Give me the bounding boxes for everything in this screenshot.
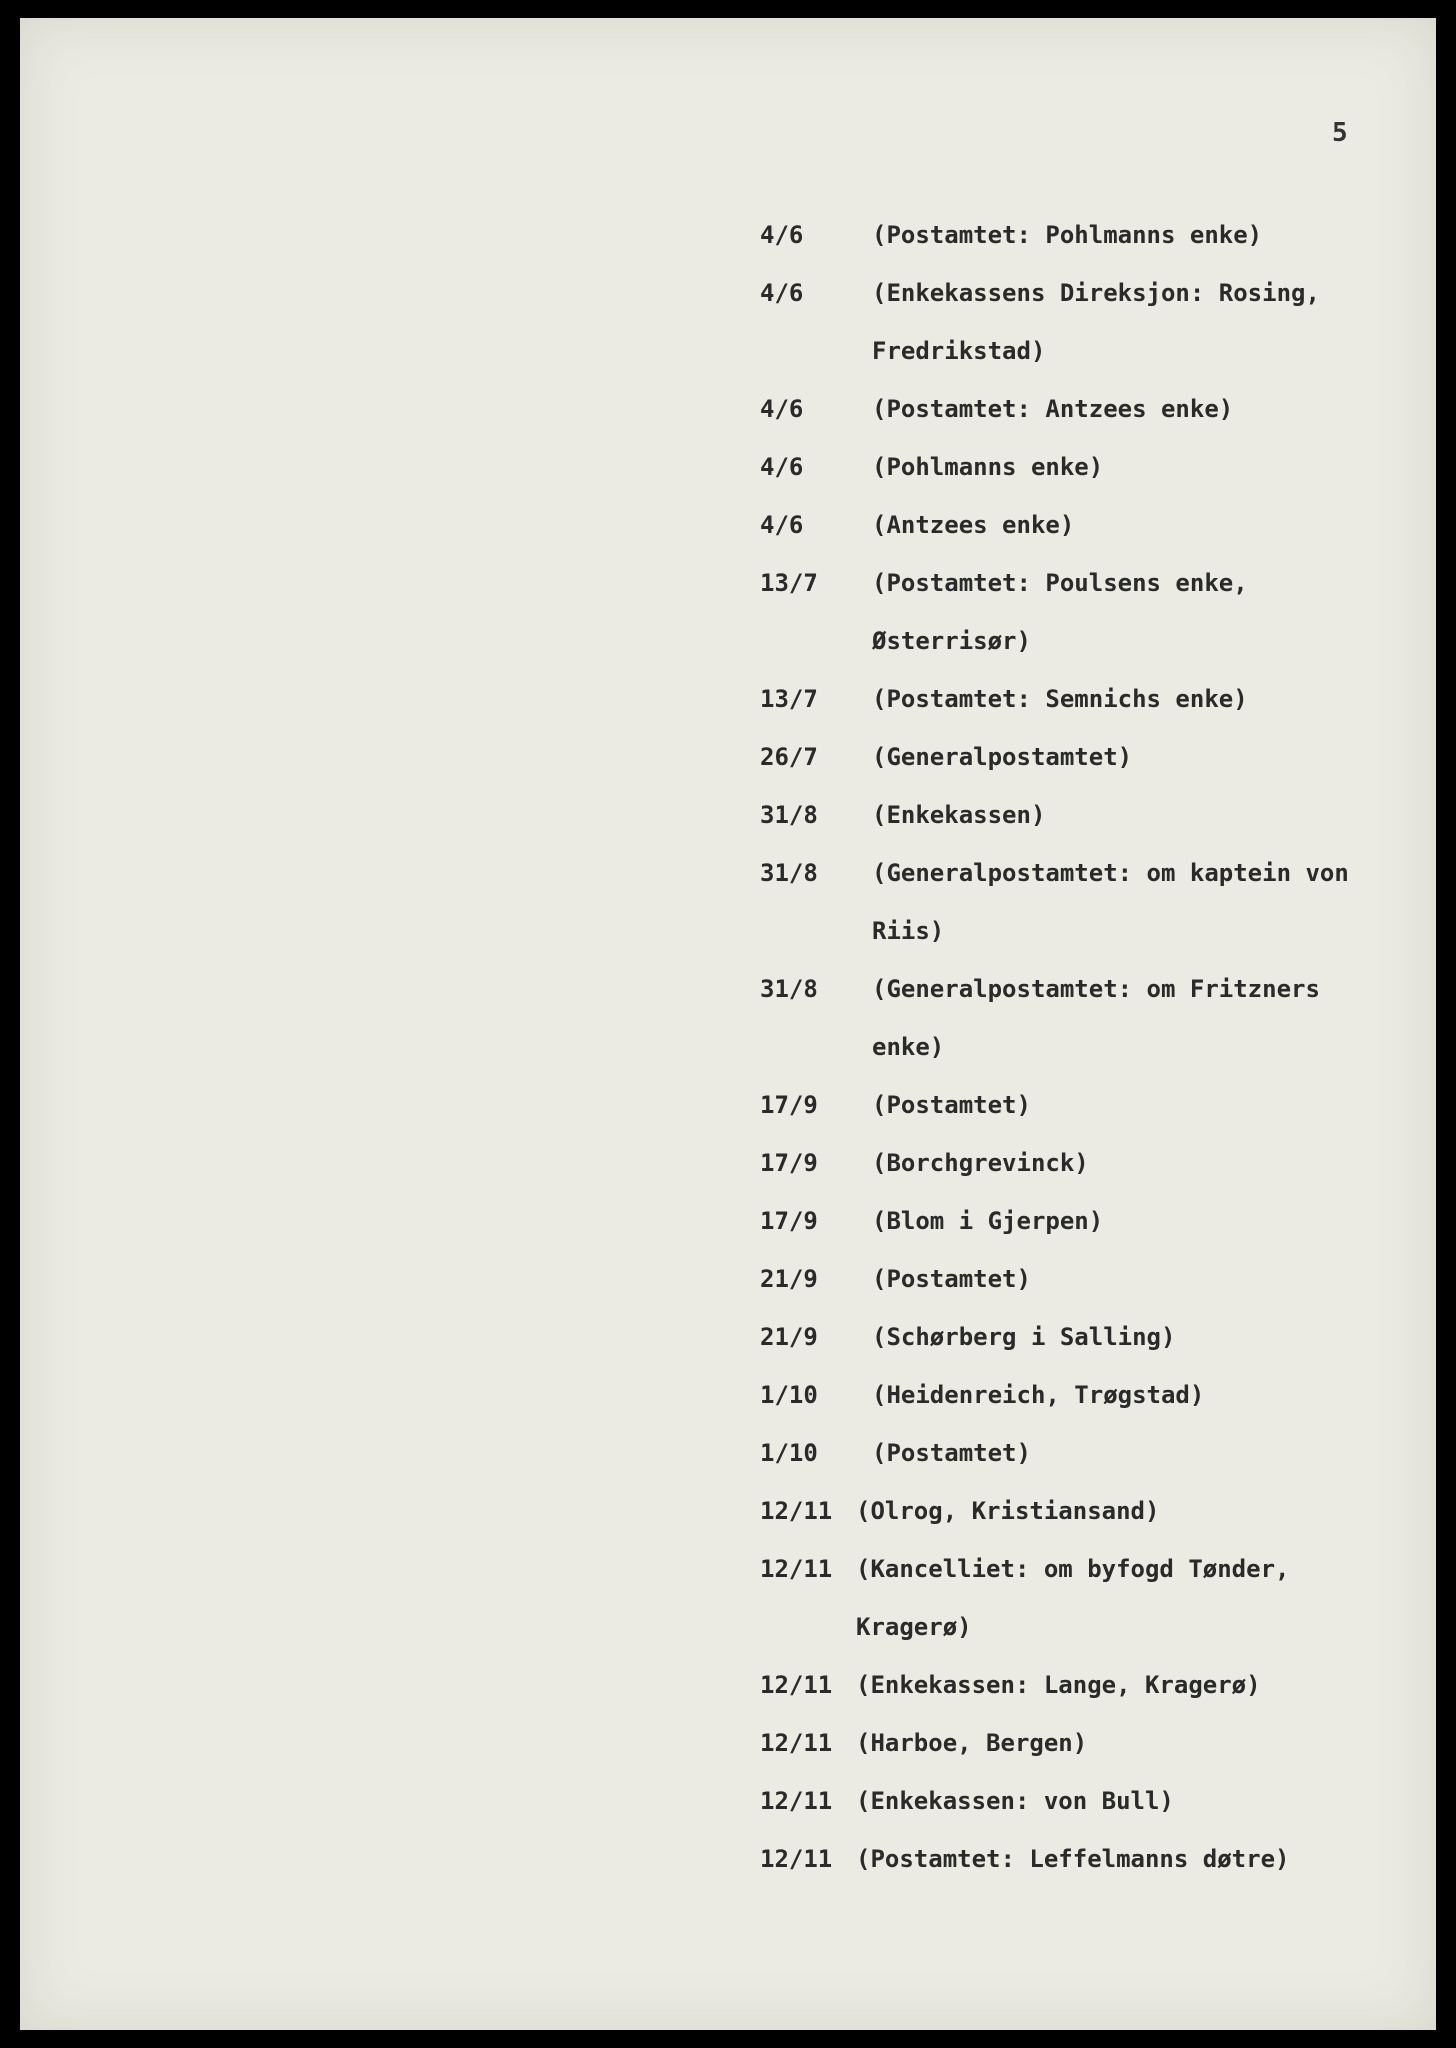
entry-text	[872, 1192, 1392, 1250]
list-item	[760, 1076, 1420, 1134]
entry-text	[872, 438, 1392, 496]
entry-date: 21/9	[760, 1323, 818, 1351]
list-item	[760, 1714, 1420, 1772]
entry-line: Kragerø)	[856, 1613, 972, 1641]
entry-date: 31/8	[760, 801, 818, 829]
list-item	[760, 786, 1420, 844]
entry-date: 12/11	[760, 1729, 833, 1757]
entry-text	[872, 1424, 1392, 1482]
entry-date: 17/9	[760, 1091, 818, 1119]
list-item	[760, 438, 1420, 496]
entry-text	[872, 786, 1392, 844]
entry-date: 26/7	[760, 743, 818, 771]
entry-line: (Heidenreich, Trøgstad)	[872, 1381, 1205, 1409]
entry-line: (Kancelliet: om byfogd Tønder,	[856, 1555, 1290, 1583]
entry-date: 17/9	[760, 1149, 818, 1177]
list-item	[760, 1424, 1420, 1482]
entry-text	[872, 1250, 1392, 1308]
entry-text	[872, 844, 1392, 960]
entry-date: 31/8	[760, 859, 818, 887]
entry-line: (Postamtet: Semnichs enke)	[872, 685, 1248, 713]
list-item	[760, 380, 1420, 438]
entry-text	[856, 1830, 1376, 1888]
entry-line: (Borchgrevinck)	[872, 1149, 1089, 1177]
page-number: 5	[1332, 118, 1348, 148]
entry-date: 4/6	[760, 395, 804, 423]
entry-text	[872, 1076, 1392, 1134]
entry-line: (Postamtet: Antzees enke)	[872, 395, 1234, 423]
entry-line: (Enkekassen)	[872, 801, 1046, 829]
list-item	[760, 1830, 1420, 1888]
list-item	[760, 1366, 1420, 1424]
entry-line: Riis)	[872, 917, 945, 945]
entry-date: 4/6	[760, 511, 804, 539]
list-item	[760, 1192, 1420, 1250]
entry-line: (Enkekassens Direksjon: Rosing,	[872, 279, 1320, 307]
entry-date: 12/11	[760, 1555, 833, 1583]
list-item	[760, 1308, 1420, 1366]
entry-line: (Pohlmanns enke)	[872, 453, 1104, 481]
entry-line: (Postamtet: Leffelmanns døtre)	[856, 1845, 1290, 1873]
entry-text	[872, 1366, 1392, 1424]
entry-date: 4/6	[760, 279, 804, 307]
list-item	[760, 844, 1420, 960]
list-item	[760, 960, 1420, 1076]
entry-line: (Enkekassen: Lange, Kragerø)	[856, 1671, 1261, 1699]
list-item	[760, 496, 1420, 554]
entry-line: (Olrog, Kristiansand)	[856, 1497, 1160, 1525]
entry-line: (Postamtet)	[872, 1091, 1031, 1119]
entry-line: (Schørberg i Salling)	[872, 1323, 1176, 1351]
entry-line: (Postamtet)	[872, 1265, 1031, 1293]
entry-date: 13/7	[760, 569, 818, 597]
entry-line: (Harboe, Bergen)	[856, 1729, 1088, 1757]
entry-line: (Postamtet: Poulsens enke,	[872, 569, 1248, 597]
entry-text	[856, 1656, 1376, 1714]
list-item	[760, 1134, 1420, 1192]
list-item	[760, 264, 1420, 380]
list-item	[760, 206, 1420, 264]
entry-text	[872, 496, 1392, 554]
entry-date: 12/11	[760, 1671, 833, 1699]
entry-line: Østerrisør)	[872, 627, 1031, 655]
entry-date: 1/10	[760, 1439, 818, 1467]
entry-text	[856, 1482, 1376, 1540]
entry-list	[760, 206, 1420, 1888]
entry-date: 17/9	[760, 1207, 818, 1235]
entry-line: Fredrikstad)	[872, 337, 1046, 365]
entry-text	[856, 1714, 1376, 1772]
entry-date: 12/11	[760, 1787, 833, 1815]
entry-text	[872, 960, 1392, 1076]
list-item	[760, 554, 1420, 670]
entry-text	[872, 1134, 1392, 1192]
entry-line: (Generalpostamtet: om kaptein von	[872, 859, 1349, 887]
list-item	[760, 670, 1420, 728]
entry-line: (Enkekassen: von Bull)	[856, 1787, 1174, 1815]
entry-text	[872, 554, 1392, 670]
entry-line: (Generalpostamtet: om Fritzners	[872, 975, 1320, 1003]
entry-date: 13/7	[760, 685, 818, 713]
entry-date: 4/6	[760, 221, 804, 249]
entry-date: 12/11	[760, 1845, 833, 1873]
entry-date: 31/8	[760, 975, 818, 1003]
entry-text	[856, 1540, 1376, 1656]
entry-line: (Postamtet)	[872, 1439, 1031, 1467]
document-page	[20, 18, 1436, 2030]
entry-line: (Postamtet: Pohlmanns enke)	[872, 221, 1263, 249]
entry-text	[872, 728, 1392, 786]
entry-text	[872, 1308, 1392, 1366]
entry-date: 12/11	[760, 1497, 833, 1525]
list-item	[760, 1656, 1420, 1714]
list-item	[760, 1540, 1420, 1656]
list-item	[760, 1772, 1420, 1830]
entry-text	[872, 264, 1392, 380]
entry-text	[872, 380, 1392, 438]
entry-line: (Antzees enke)	[872, 511, 1075, 539]
entry-date: 21/9	[760, 1265, 818, 1293]
entry-text	[856, 1772, 1376, 1830]
entry-date: 1/10	[760, 1381, 818, 1409]
list-item	[760, 728, 1420, 786]
list-item	[760, 1482, 1420, 1540]
entry-text	[872, 206, 1392, 264]
entry-line: enke)	[872, 1033, 945, 1061]
entry-line: (Blom i Gjerpen)	[872, 1207, 1104, 1235]
entry-date: 4/6	[760, 453, 804, 481]
entry-text	[872, 670, 1392, 728]
entry-line: (Generalpostamtet)	[872, 743, 1133, 771]
list-item	[760, 1250, 1420, 1308]
